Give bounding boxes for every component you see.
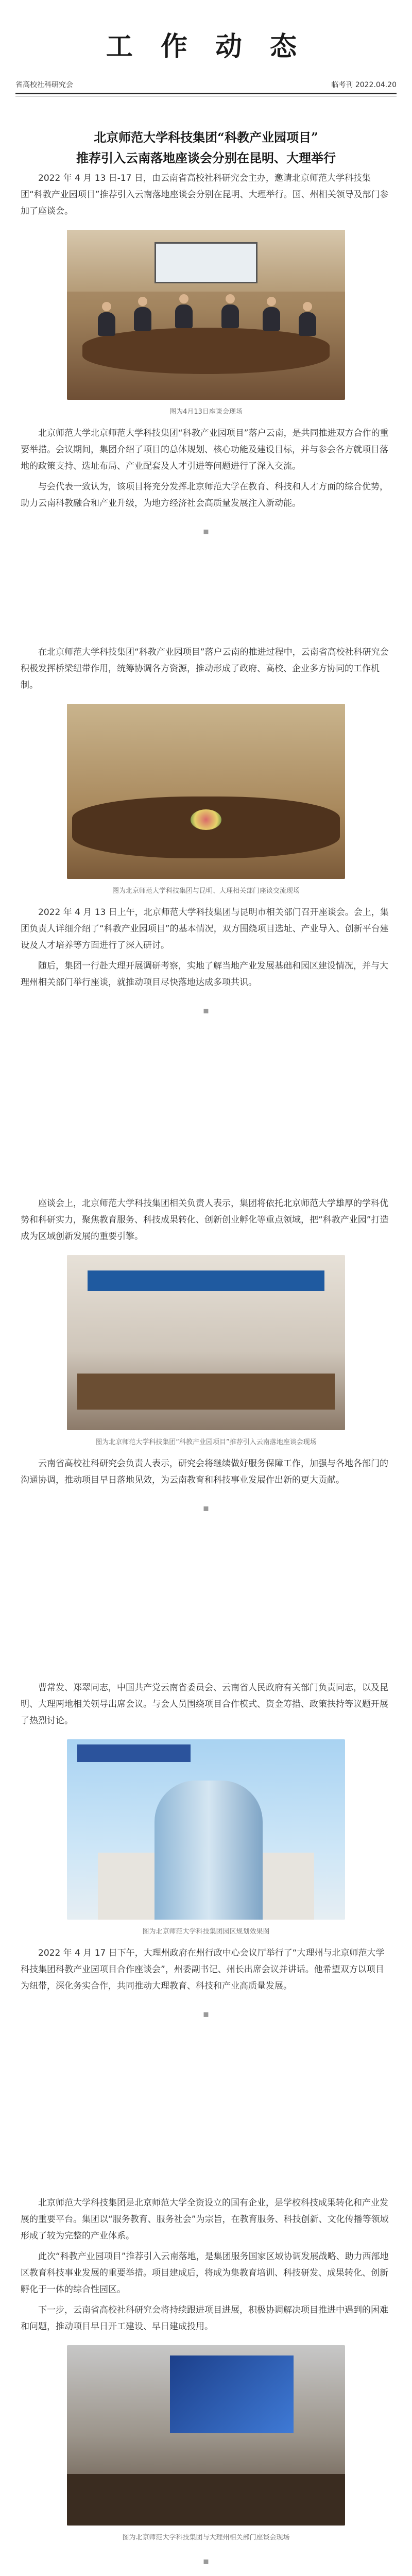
photo-caption: 图为4月13日座谈会现场: [169, 408, 243, 416]
issue-date: 临考刊 2022.04.20: [331, 81, 397, 89]
photo-block-5: [0, 2345, 412, 2541]
paragraph: 随后，集团一行赴大理开展调研考察，实地了解当地产业发展基础和园区建设情况，并与大理州相关部门举行座谈，就推动项目尽快落地达成多项共识。: [21, 961, 388, 988]
section-end-mark: ▪: [202, 1503, 210, 1514]
section-4: [0, 1680, 412, 2027]
photo-block-4: [0, 1739, 412, 1936]
paragraph: 在北京师范大学科技集团“科教产业园项目”落户云南的推进过程中，云南省高校社科研究会积极发挥桥梁纽带作用，统筹协调各方资源，推动形成了政府、高校、企业多方协同的工作机制。: [21, 647, 389, 690]
section-1-intro: [21, 170, 391, 219]
section-1: [0, 170, 412, 544]
section-end-mark: ▪: [202, 526, 210, 537]
section-end-mark: ▪: [202, 2009, 210, 2020]
meeting-photo-1: [67, 230, 345, 400]
issuing-org: 省高校社科研究会: [15, 81, 73, 89]
paragraph: 此次“科教产业园项目”推荐引入云南落地，是集团服务国家区域协调发展战略、助力西部地区教育科技事业发展的重要举措。项目建成后，将成为集教育培训、科技研发、成果转化、创新孵化于一体的综合性园区。: [21, 2251, 389, 2295]
meeting-photo-3: [67, 1255, 345, 1430]
photo-caption: 图为北京师范大学科技集团园区规划效果图: [142, 1928, 270, 1936]
paragraph: 2022 年 4 月 13 日-17 日，由云南省高校社科研究会主办，邀请北京师范大学科技集团“科教产业园项目”推荐引入云南落地座谈会分别在昆明、大理举行。国、州相关领导及部门参加了座谈会。: [21, 173, 389, 216]
headline-line-2: 推荐引入云南落地座谈会分别在昆明、大理举行: [76, 150, 336, 165]
section-end-mark: ▪: [202, 1005, 210, 1016]
photo-caption: 图为北京师范大学科技集团与大理州相关部门座谈会现场: [122, 2534, 290, 2541]
photo-caption: 图为北京师范大学科技集团与昆明、大理相关部门座谈交流现场: [112, 887, 300, 895]
section-5-body: [21, 2195, 391, 2335]
workshop-photo: [67, 2345, 345, 2526]
section-1-body: [21, 425, 391, 512]
paragraph: 云南省高校社科研究会负责人表示，研究会将继续做好服务保障工作，加强与各地各部门的沟通协调，推动项目早日落地见效，为云南教育和科技事业发展作出新的更大贡献。: [21, 1459, 388, 1485]
meeting-photo-2: [67, 704, 345, 879]
article-headline: [0, 127, 412, 168]
header-rule-thick: [15, 93, 397, 94]
masthead: [0, 0, 412, 77]
section-end-mark: ▪: [202, 2556, 210, 2567]
paragraph: 北京师范大学科技集团是北京师范大学全资设立的国有企业，是学校科技成果转化和产业发展的重要平台。集团以“服务教育、服务社会”为宗旨，在教育服务、科技创新、文化传播等领域形成了较为完整的产业体系。: [21, 2198, 389, 2241]
paragraph: 座谈会上，北京师范大学科技集团相关负责人表示，集团将依托北京师范大学雄厚的学科优势和科研实力，聚焦教育服务、科技成果转化、创新创业孵化等重点领域，把“科教产业园”打造成为区域创新发展的重要引擎。: [21, 1198, 389, 1242]
photo-caption: 图为北京师范大学科技集团“科教产业园项目”推荐引入云南落地座谈会现场: [95, 1438, 317, 1446]
headline-line-1: 北京师范大学科技集团“科教产业园项目”: [94, 130, 318, 145]
paragraph: 2022 年 4 月 13 日上午，北京师范大学科技集团与昆明市相关部门召开座谈会。会上，集团负责人详细介绍了“科教产业园项目”的基本情况，双方围绕项目选址、产业导入、创新平台建设及人才培养等方面进行了深入研讨。: [21, 907, 389, 951]
section-5: [0, 2195, 412, 2574]
section-4-body: [21, 1945, 391, 1994]
section-3-intro: [21, 1195, 391, 1245]
section-2: [0, 644, 412, 1023]
photo-block-1: [0, 230, 412, 416]
photo-block-2: [0, 704, 412, 895]
info-bar: [15, 77, 397, 93]
paragraph: 与会代表一致认为，该项目将充分发挥北京师范大学在教育、科技和人才方面的综合优势，助力云南科教融合和产业升级，为地方经济社会高质量发展注入新动能。: [21, 482, 388, 509]
paragraph: 曹常发、郑翠同志，中国共产党云南省委员会、云南省人民政府有关部门负责同志，以及昆明、大理两地相关领导出席会议。与会人员围绕项目合作模式、资金筹措、政策扶持等议题开展了热烈讨论。: [21, 1683, 388, 1726]
section-3-body: [21, 1455, 391, 1488]
paragraph: 下一步，云南省高校社科研究会将持续跟进项目进展，积极协调解决项目推进中遇到的困难和问题，推动项目早日开工建设、早日建成投用。: [21, 2305, 388, 2332]
paragraph: 北京师范大学北京师范大学科技集团“科教产业园项目”落户云南，是共同推进双方合作的重要举措。会议期间，集团介绍了项目的总体规划、核心功能及建设目标，并与参会各方就项目落地的政策支持、选址布局、产业配套及人才引进等问题进行了深入交流。: [21, 428, 389, 471]
building-photo: [67, 1739, 345, 1920]
photo-block-3: [0, 1255, 412, 1446]
masthead-title: 工 作 动 态: [106, 31, 306, 62]
paragraph: 2022 年 4 月 17 日下午，大理州政府在州行政中心会议厅举行了“大理州与北京师范大学科技集团科教产业园项目合作座谈会”，州委副书记、州长出席会议并讲话。他希望双方以项目为纽带，深化务实合作，共同推动大理教育、科技和产业高质量发展。: [21, 1948, 385, 1991]
section-4-intro: [21, 1680, 391, 1729]
section-3: [0, 1195, 412, 1521]
section-2-intro: [21, 644, 391, 693]
section-2-body: [21, 904, 391, 991]
